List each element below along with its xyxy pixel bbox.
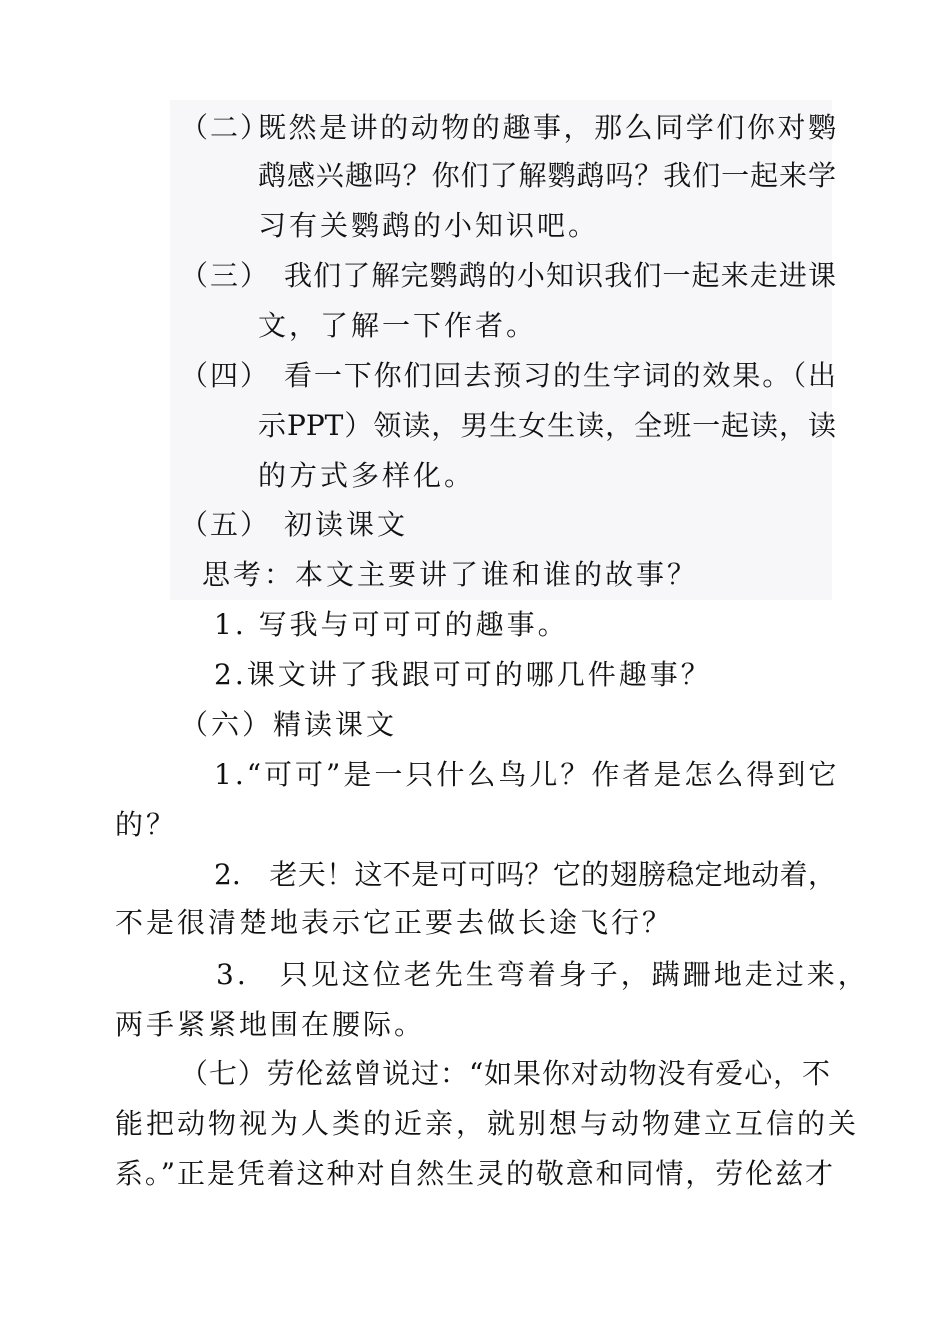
section-7-line-1: （七）劳伦兹曾说过：“如果你对动物没有爱心，不 <box>180 1057 830 1090</box>
section-6-q1-line-1: 1.“可可”是一只什么鸟儿？作者是怎么得到它 <box>214 758 840 791</box>
section-2-label: （二） <box>180 111 271 144</box>
section-5-item-1: 1. 写我与可可可的趣事。 <box>214 608 569 641</box>
section-3-line-1: 我们了解完鹦鹉的小知识我们一起来走进课 <box>284 259 836 292</box>
section-6-q2-line-2: 不是很清楚地表示它正要去做长途飞行？ <box>115 906 674 939</box>
section-5-item-2: 2.课文讲了我跟可可的哪几件趣事？ <box>214 658 712 691</box>
section-7-line-2: 能把动物视为人类的近亲，就别想与动物建立互信的关 <box>115 1107 860 1140</box>
section-5-title: 初读课文 <box>284 508 409 541</box>
section-3-line-2: 文，了解一下作者。 <box>258 309 538 342</box>
section-5-label: （五） <box>180 508 271 541</box>
section-6-q1-line-2: 的？ <box>115 808 178 841</box>
section-4-line-1: 看一下你们回去预习的生字词的效果。（出 <box>284 359 836 392</box>
section-4-label: （四） <box>180 359 271 392</box>
section-2-line-1: 既然是讲的动物的趣事，那么同学们你对鹦 <box>258 111 836 144</box>
section-5-think: 思考：本文主要讲了谁和谁的故事？ <box>202 558 699 591</box>
section-2-line-3: 习有关鹦鹉的小知识吧。 <box>258 209 600 242</box>
section-7-line-3: 系。”正是凭着这种对自然生灵的敬意和同情，劳伦兹才 <box>115 1157 833 1190</box>
section-6-title: （六）精读课文 <box>180 708 398 741</box>
section-3-label: （三） <box>180 259 271 292</box>
section-6-q3-line-2: 两手紧紧地围在腰际。 <box>115 1008 426 1041</box>
section-6-q2-line-1: 2. 老天！这不是可可吗？它的翅膀稳定地动着， <box>214 858 836 891</box>
section-2-line-2: 鹉感兴趣吗？你们了解鹦鹉吗？我们一起来学 <box>258 159 836 192</box>
section-6-q3-line-1: 3. 只见这位老先生弯着身子，蹒跚地走过来， <box>216 958 869 991</box>
section-4-line-2: 示PPT）领读，男生女生读，全班一起读，读 <box>258 409 836 442</box>
section-4-line-3: 的方式多样化。 <box>258 459 476 492</box>
